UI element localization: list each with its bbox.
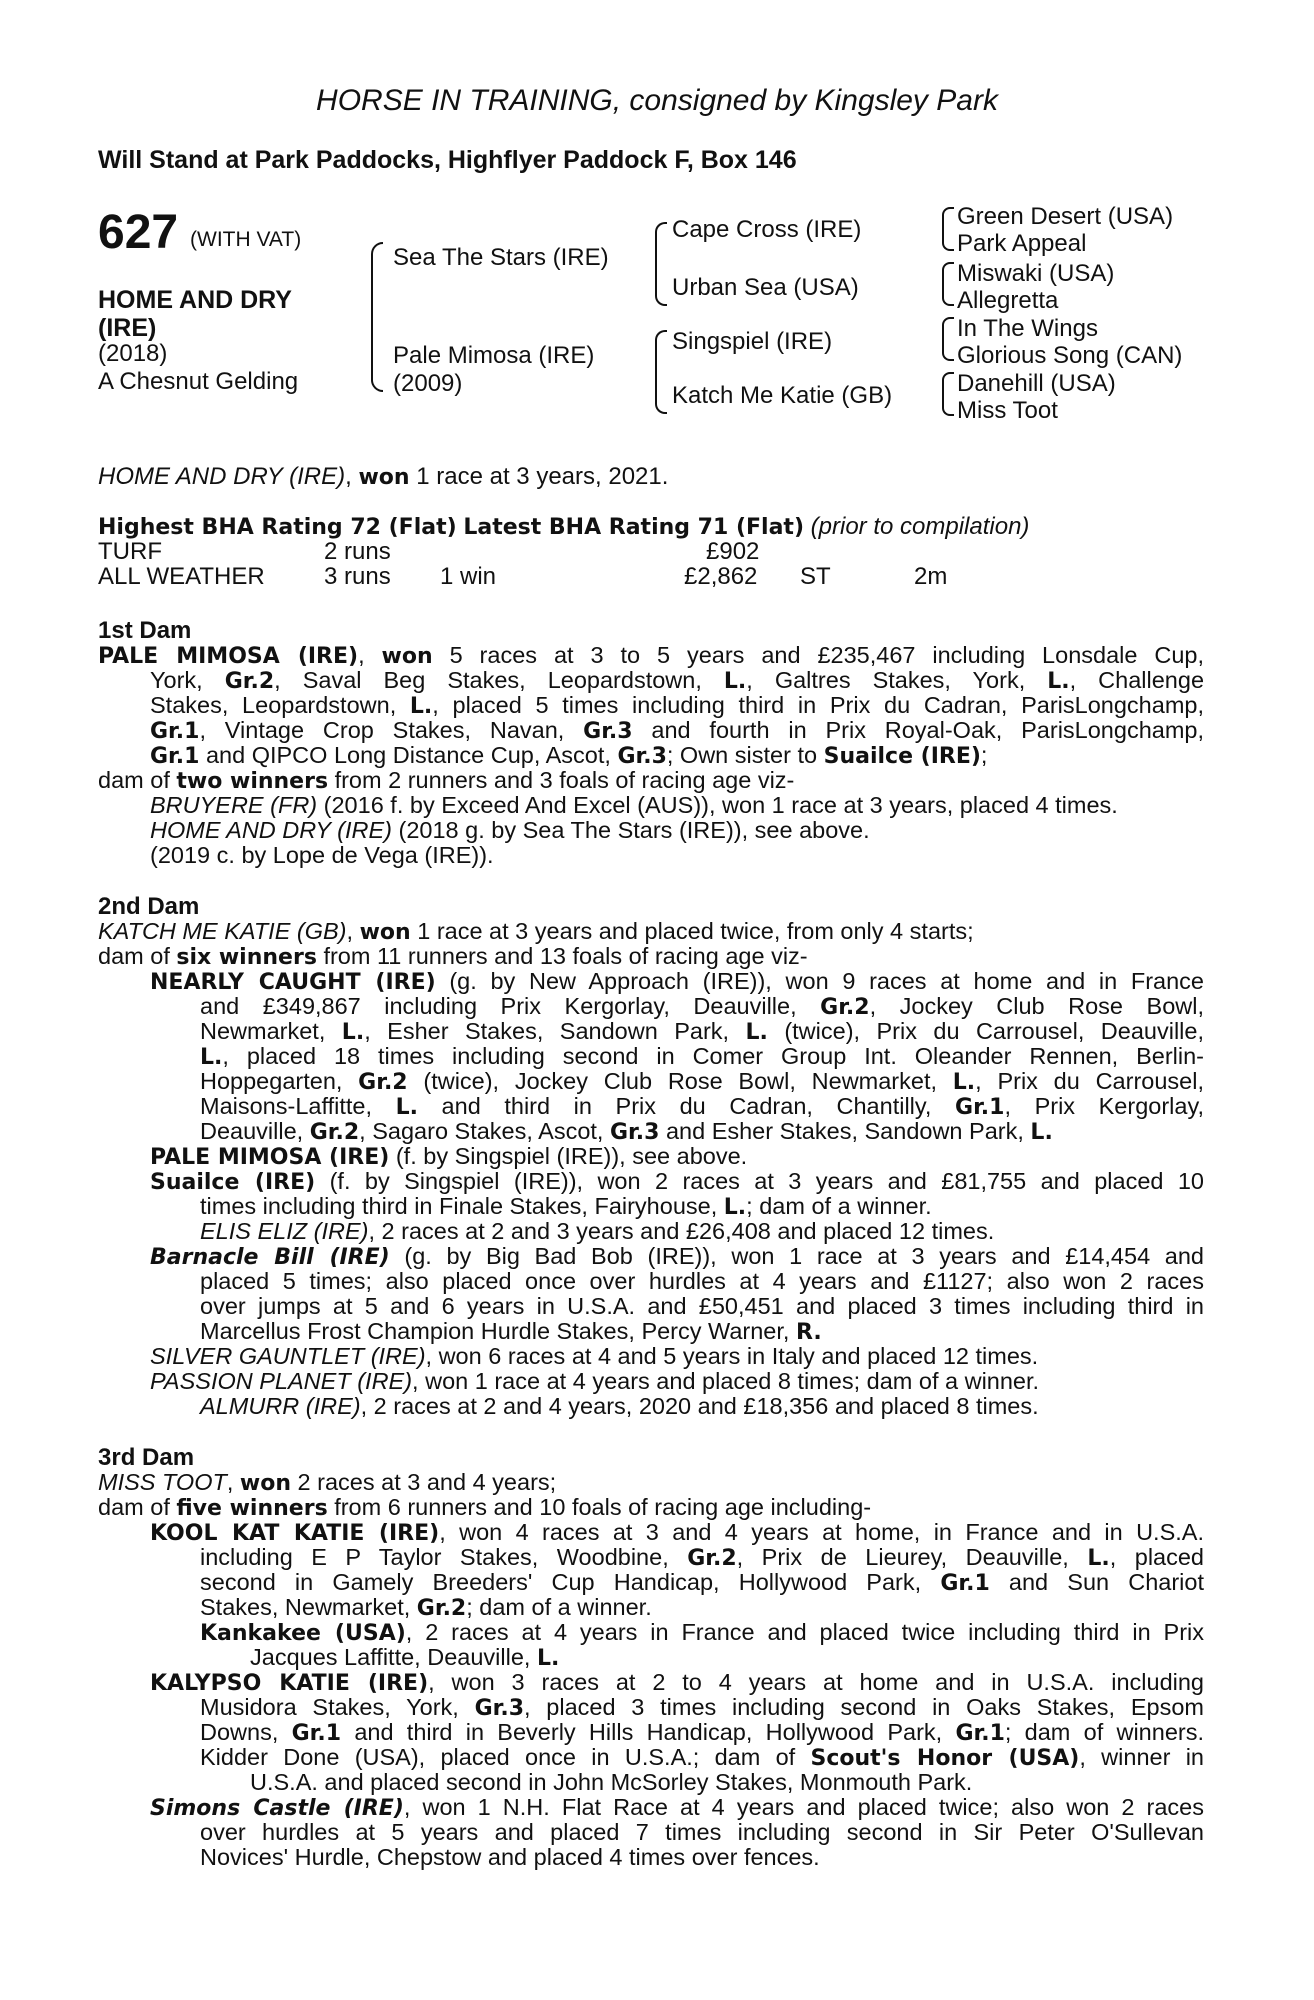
grade: Gr.1: [955, 1721, 1005, 1746]
text: Hoppegarten,: [200, 1068, 359, 1094]
text: , won 1 N.H. Flat Race at 4 years and placed twice; also won 2 races: [403, 1794, 1204, 1820]
grade: L.: [200, 1045, 223, 1070]
grade: L.: [409, 694, 433, 719]
text: , Prix de Lieurey, Deauville,: [736, 1544, 1088, 1570]
text-line: over jumps at 5 and 6 years in U.S.A. and £50,451 and placed 3 times including third in: [200, 1293, 1204, 1319]
text-line: U.S.A. and placed second in John McSorley Stakes, Monmouth Park.: [250, 1769, 973, 1795]
pedigree-g5: In The Wings: [957, 315, 1098, 342]
text-line: [98, 944, 808, 971]
highest-rating: Highest BHA Rating 72 (Flat): [98, 515, 457, 540]
text-line: Novices' Hurdle, Chepstow and placed 4 times over fences.: [200, 1844, 820, 1870]
grade: Gr.3: [474, 1696, 524, 1721]
text: including E P Taylor Stakes, Woodbine,: [200, 1544, 688, 1570]
summary-text: 1 race at 3 years, 2021.: [409, 463, 669, 490]
foal-entry: (2019 c. by Lope de Vega (IRE)).: [150, 842, 494, 868]
section-first-dam: 1st Dam: [98, 617, 192, 644]
text-line: [200, 1069, 1204, 1096]
text-line: [200, 994, 1204, 1021]
grade: Gr.2: [820, 995, 870, 1020]
progeny-name: KALYPSO KATIE (IRE): [150, 1671, 429, 1696]
text: Deauville,: [200, 1118, 310, 1144]
text: , winner in: [1079, 1744, 1204, 1770]
text-line: [150, 1670, 1204, 1697]
grade: L.: [745, 1020, 768, 1045]
grade: L.: [952, 1070, 976, 1095]
grade: Gr.1: [291, 1721, 342, 1746]
won-word: won: [359, 920, 411, 945]
grade: Gr.3: [583, 719, 633, 744]
text-line: [200, 1119, 1053, 1146]
location-line: Will Stand at Park Paddocks, Highflyer Paddock F, Box 146: [98, 146, 797, 174]
text: , Prix du Carrousel,: [975, 1068, 1204, 1094]
text-line: [98, 768, 794, 795]
text: and Esher Stakes, Sandown Park,: [659, 1118, 1031, 1144]
text-line: [200, 1545, 1204, 1572]
text: Jacques Laffitte, Deauville,: [250, 1644, 537, 1670]
race-summary: HOME AND DRY (IRE), won 1 race at 3 years, 2021.: [98, 463, 669, 490]
record-runs: 3 runs: [324, 563, 391, 590]
text: , 2 races at 2 and 4 years, 2020 and £18,356 and placed 8 times.: [360, 1393, 1039, 1419]
foal-entry: [150, 818, 870, 844]
section-third-dam: 3rd Dam: [98, 1444, 195, 1471]
text: , Vintage Crop Stakes, Navan,: [199, 717, 584, 743]
record-prize: £2,862: [684, 563, 758, 590]
grade: L.: [1047, 669, 1070, 694]
grade: Gr.2: [309, 1120, 360, 1145]
text: (twice), Prix du Carrousel, Deauville,: [767, 1018, 1204, 1044]
text: Maisons-Laffitte,: [200, 1093, 396, 1119]
text-line: [200, 1319, 822, 1346]
text-line: [200, 1194, 932, 1221]
grade: Gr.3: [617, 744, 667, 769]
progeny-name: PASSION PLANET (IRE): [150, 1368, 413, 1394]
text: , won 4 races at 3 and 4 years at home, in France and in U.S.A.: [439, 1519, 1204, 1545]
text-line: [150, 1244, 1204, 1271]
text: , Galtres Stakes, York,: [746, 667, 1048, 693]
vat-label: (WITH VAT): [190, 228, 302, 251]
text: 2 races at 3 and 4 years;: [291, 1469, 557, 1495]
foal-entry: [150, 793, 1118, 819]
text-line: [150, 1169, 1204, 1196]
pedigree-g1: Green Desert (USA): [957, 203, 1174, 230]
text-line: [200, 1720, 1204, 1747]
text-line: [150, 1520, 1204, 1547]
text-line: [150, 969, 1204, 996]
text: second in Gamely Breeders' Cup Handicap, Hollywood Park,: [200, 1569, 941, 1595]
text-line: [150, 743, 987, 770]
progeny-name: Barnacle Bill (IRE): [150, 1245, 390, 1270]
winners-count: six winners: [176, 945, 317, 970]
text: and Sun Chariot: [989, 1569, 1204, 1595]
text-line: [150, 1369, 1039, 1395]
sister-name: Suailce (IRE): [823, 744, 981, 769]
text: (g. by New Approach (IRE)), won 9 races at home and in France: [435, 968, 1204, 994]
pedigree-sire: Sea The Stars (IRE): [393, 244, 609, 271]
text-line: [150, 693, 1204, 720]
horse-year: (2018): [98, 340, 168, 367]
text-line: [200, 1695, 1204, 1722]
record-runs: 2 runs: [324, 538, 391, 565]
text-line: [150, 718, 1204, 745]
text: Musidora Stakes, York,: [200, 1694, 475, 1720]
grade: L.: [395, 1095, 418, 1120]
progeny-name: ALMURR (IRE): [200, 1393, 361, 1419]
record-going: ST: [800, 563, 831, 590]
text: Newmarket,: [200, 1018, 342, 1044]
winners-count: two winners: [176, 769, 329, 794]
progeny-name: NEARLY CAUGHT (IRE): [150, 970, 436, 995]
text: ; dam of a winner.: [466, 1594, 652, 1620]
text: dam of: [98, 767, 177, 793]
pedigree-bracket-3c: [942, 317, 954, 361]
progeny-name: Suailce (IRE): [150, 1170, 316, 1195]
grade: L.: [1087, 1546, 1110, 1571]
pedigree-sire-sire: Cape Cross (IRE): [672, 216, 862, 243]
text: , won 6 races at 4 and 5 years in Italy and placed 12 times.: [425, 1343, 1039, 1369]
text: , 2 races at 4 years in France and placed twice including third in Prix: [405, 1619, 1204, 1645]
grade: L.: [1030, 1120, 1053, 1145]
grade: Gr.2: [224, 669, 275, 694]
progeny-name: KOOL KAT KATIE (IRE): [150, 1521, 440, 1546]
text: 5 races at 3 to 5 years and £235,467 including Lonsdale Cup,: [432, 642, 1205, 668]
text: , Challenge: [1069, 667, 1205, 693]
pedigree-sire-dam: Urban Sea (USA): [672, 274, 859, 301]
lot-number: 627: [98, 206, 179, 259]
grade: L.: [536, 1646, 560, 1671]
text: (f. by Singspiel (IRE)), see above.: [389, 1143, 748, 1169]
text: ; dam of a winner.: [746, 1193, 932, 1219]
text: , Esher Stakes, Sandown Park,: [364, 1018, 746, 1044]
text-line: [150, 668, 1204, 695]
text: Downs,: [200, 1719, 292, 1745]
grade: Gr.1: [955, 1095, 1005, 1120]
text: , placed 5 times including third in Prix du Cadran, ParisLongchamp,: [432, 692, 1204, 718]
grade: L.: [723, 1195, 747, 1220]
latest-rating: Latest BHA Rating 71 (Flat): [463, 515, 804, 540]
dam-name: PALE MIMOSA (IRE): [98, 644, 359, 669]
progeny-name: Simons Castle (IRE): [150, 1796, 404, 1821]
record-surface: ALL WEATHER: [98, 563, 265, 590]
text: dam of: [98, 1494, 177, 1520]
text: , placed 18 times including second in Comer Group Int. Oleander Rennen, Berlin-: [222, 1043, 1204, 1069]
text-line: [98, 1495, 871, 1522]
pedigree-bracket-1: [371, 242, 383, 392]
pedigree-g6: Glorious Song (CAN): [957, 342, 1183, 369]
grade: Gr.2: [416, 1596, 467, 1621]
foal-name: BRUYERE (FR): [150, 792, 318, 818]
text: and QIPCO Long Distance Cup, Ascot,: [199, 742, 618, 768]
won-word: won: [381, 644, 433, 669]
text-line: PALE MIMOSA (IRE), won 5 races at 3 to 5 years and £235,467 including Lonsdale Cup,: [98, 642, 1205, 669]
text-line: [200, 1219, 994, 1245]
dam-name: KATCH ME KATIE (GB): [98, 918, 347, 944]
text-line: [200, 1745, 1204, 1772]
foal-name: HOME AND DRY (IRE): [150, 817, 392, 843]
pedigree-g8: Miss Toot: [957, 397, 1058, 424]
text: ; dam of winners.: [1004, 1719, 1204, 1745]
pedigree-bracket-3d: [942, 372, 954, 416]
progeny-name: PALE MIMOSA (IRE): [150, 1145, 390, 1170]
summary-won: won: [358, 465, 410, 490]
winners-count: five winners: [176, 1496, 328, 1521]
grade: Gr.1: [940, 1571, 990, 1596]
text: , 2 races at 2 and 3 years and £26,408 and placed 12 times.: [368, 1218, 995, 1244]
text: (2016 f. by Exceed And Excel (AUS)), won 1 race at 3 years, placed 4 times.: [317, 792, 1118, 818]
grade: L.: [723, 669, 747, 694]
pedigree-bracket-2a: [655, 222, 667, 306]
text: and third in Beverly Hills Handicap, Hollywood Park,: [341, 1719, 956, 1745]
pedigree-g3: Miswaki (USA): [957, 260, 1115, 287]
text-line: [200, 1620, 1204, 1647]
text-line: over hurdles at 5 years and placed 7 times including second in Sir Peter O'Sullevan: [200, 1819, 1204, 1845]
grade: Gr.2: [358, 1070, 408, 1095]
pedigree-g7: Danehill (USA): [957, 370, 1116, 397]
text: , Prix Kergorlay,: [1004, 1093, 1204, 1119]
text: from 11 runners and 13 foals of racing age viz-: [316, 943, 808, 969]
text: from 2 runners and 3 foals of racing age viz-: [328, 767, 795, 793]
text: (f. by Singspiel (IRE)), won 2 races at 3 years and £81,755 and placed 10: [315, 1168, 1204, 1194]
text-line: [200, 1570, 1204, 1597]
pedigree-bracket-2b: [655, 330, 667, 414]
text: , won 1 race at 4 years and placed 8 times; dam of a winner.: [412, 1368, 1040, 1394]
text: , won 3 races at 2 to 4 years at home and in U.S.A. including: [428, 1669, 1204, 1695]
horse-description: A Chesnut Gelding: [98, 368, 299, 395]
text: and third in Prix du Cadran, Chantilly,: [417, 1093, 956, 1119]
section-second-dam: 2nd Dam: [98, 893, 200, 920]
text-line: [150, 1795, 1204, 1822]
summary-horse-name: HOME AND DRY (IRE): [98, 463, 346, 490]
text: ;: [980, 742, 988, 768]
text: , placed: [1109, 1544, 1204, 1570]
text-line: [200, 1044, 1204, 1071]
text: , placed 3 times including second in Oaks Stakes, Epsom: [524, 1694, 1204, 1720]
dam-name: MISS TOOT: [98, 1469, 227, 1495]
record-prize: £902: [706, 538, 760, 565]
record-wins: 1 win: [440, 563, 497, 590]
rating-line: [98, 514, 1029, 541]
text: and £349,867 including Prix Kergorlay, Deauville,: [200, 993, 821, 1019]
text-line: [200, 1394, 1039, 1420]
progeny-name: ELIS ELIZ (IRE): [200, 1218, 369, 1244]
pedigree-bracket-3a: [942, 207, 954, 251]
grade: L.: [341, 1020, 365, 1045]
text-line: [150, 1144, 747, 1171]
text: York,: [150, 667, 225, 693]
text-line: [200, 1595, 652, 1622]
text-line: [250, 1645, 559, 1672]
text: and fourth in Prix Royal-Oak, ParisLongchamp,: [632, 717, 1205, 743]
text: (g. by Big Bad Bob (IRE)), won 1 race at 3 years and £14,454 and: [389, 1243, 1205, 1269]
text: Marcellus Frost Champion Hurdle Stakes, Percy Warner,: [200, 1318, 796, 1344]
horse-name-line1: HOME AND DRY: [98, 286, 292, 314]
text: , Sagaro Stakes, Ascot,: [359, 1118, 610, 1144]
catalogue-header-title: HORSE IN TRAINING, consigned by Kingsley Park: [316, 84, 998, 117]
grade: R.: [795, 1320, 822, 1345]
won-word: won: [239, 1471, 291, 1496]
pedigree-dam-year: (2009): [393, 370, 463, 397]
text: , Saval Beg Stakes, Leopardstown,: [274, 667, 724, 693]
record-distance: 2m: [914, 563, 948, 590]
text: (twice), Jockey Club Rose Bowl, Newmarket,: [407, 1068, 953, 1094]
record-surface: TURF: [98, 538, 162, 565]
text: times including third in Finale Stakes, Fairyhouse,: [200, 1193, 724, 1219]
progeny-name: SILVER GAUNTLET (IRE): [150, 1343, 426, 1369]
rating-note: (prior to compilation): [810, 513, 1030, 540]
pedigree-dam-sire: Singspiel (IRE): [672, 328, 833, 355]
text-line: [200, 1094, 1204, 1121]
text-line: [150, 1344, 1038, 1370]
text: Stakes, Leopardstown,: [150, 692, 410, 718]
text: ; Own sister to: [666, 742, 824, 768]
text: 1 race at 3 years and placed twice, from only 4 starts;: [410, 918, 974, 944]
text: (2018 g. by Sea The Stars (IRE)), see above.: [391, 817, 870, 843]
horse-name-line2: (IRE): [98, 314, 157, 342]
text-line: KATCH ME KATIE (GB), won 1 race at 3 years and placed twice, from only 4 starts;: [98, 918, 974, 945]
text: dam of: [98, 943, 177, 969]
text-line: placed 5 times; also placed once over hurdles at 4 years and £1127; also won 2 races: [200, 1268, 1204, 1294]
text: Kidder Done (USA), placed once in U.S.A.; dam of: [200, 1744, 811, 1770]
grade: Gr.3: [609, 1120, 660, 1145]
text: from 6 runners and 10 foals of racing age including-: [327, 1494, 872, 1520]
text: , Jockey Club Rose Bowl,: [869, 993, 1204, 1019]
text-line: MISS TOOT, won 2 races at 3 and 4 years;: [98, 1469, 557, 1496]
pedigree-g2: Park Appeal: [957, 230, 1087, 257]
grade: Gr.1: [150, 719, 200, 744]
pedigree-dam: Pale Mimosa (IRE): [393, 342, 595, 369]
pedigree-g4: Allegretta: [957, 287, 1059, 314]
text-line: [200, 1019, 1204, 1046]
grade: Gr.2: [687, 1546, 737, 1571]
progeny-name: Kankakee (USA): [200, 1621, 406, 1646]
pedigree-dam-dam: Katch Me Katie (GB): [672, 382, 893, 409]
horse-name: [98, 286, 292, 342]
pedigree-bracket-3b: [942, 262, 954, 306]
grade: Gr.1: [150, 744, 200, 769]
text: Stakes, Newmarket,: [200, 1594, 417, 1620]
progeny-name: Scout's Honor (USA): [810, 1746, 1080, 1771]
